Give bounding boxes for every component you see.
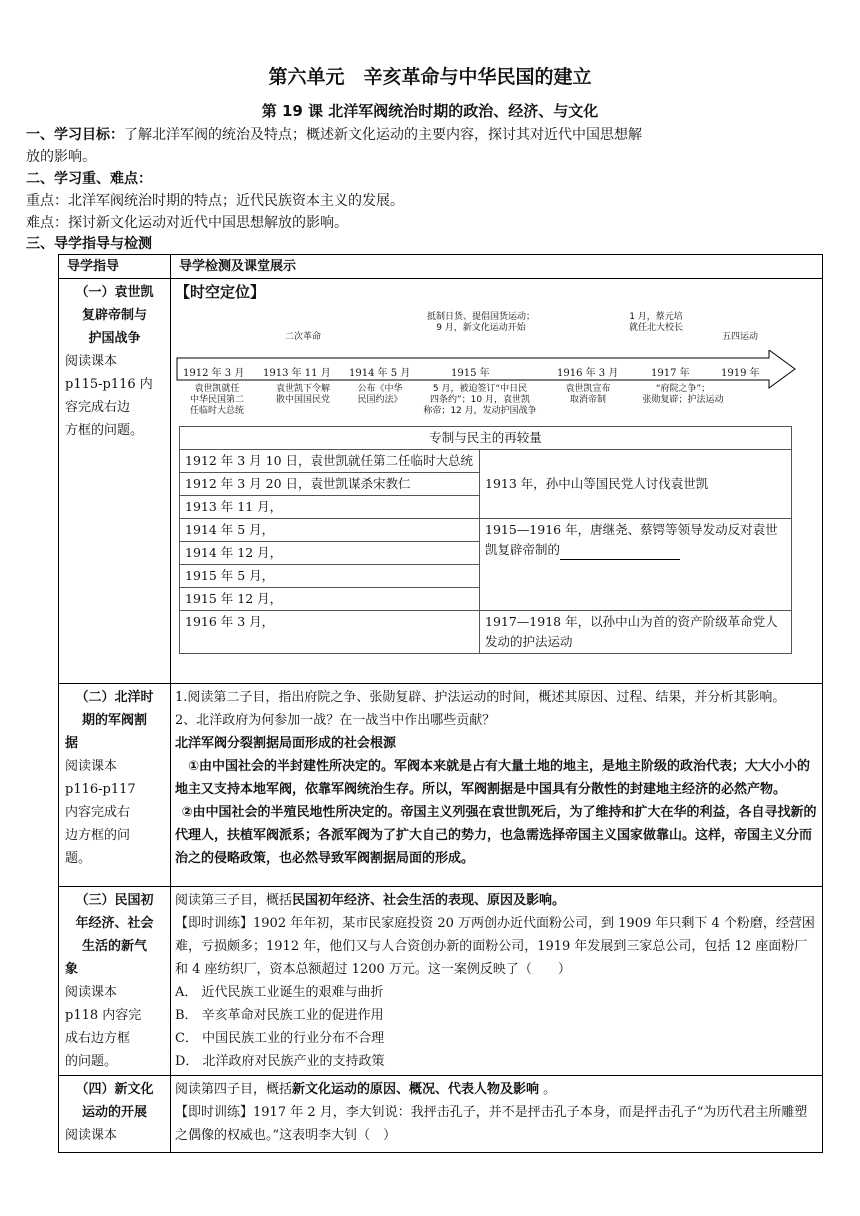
- comparison-left-cell: 1912 年 3 月 20 日，袁世凯谋杀宋教仁: [180, 473, 480, 496]
- timeline-event-below: 袁世凯就任 中华民国第二 任临时大总统: [189, 384, 244, 416]
- goals-label: 一、学习目标：: [26, 127, 124, 143]
- sec2-paragraph-1: ①由中国社会的半封建性所决定的。军阀本来就是占有大量土地的地主，是地主阶级的政治代表；大大小小的地主又支持本地军阀，依靠军阀统治生存。所以，军阀割据是中国具有分散性的封建地主经济的必然产物。: [175, 759, 811, 797]
- sec2-title-3: 据: [65, 736, 79, 751]
- timeline-event-above: 五四运动: [721, 332, 758, 342]
- comparison-title: 专制与民主的再较量: [180, 427, 792, 450]
- sec4-training: 【即时训练】1917 年 2 月，李大钊说：我抨击孔子，并不是抨击孔子本身，而是抨击孔子“为历代君主所雕塑之偶像的权威也。”这表明李大钊（ ）: [175, 1105, 808, 1143]
- section-2-guide: [59, 684, 171, 887]
- comparison-table: [179, 426, 792, 654]
- sec3-training: 【即时训练】1902 年年初，某市民家庭投资 20 万两创办近代面粉公司，到 1909 年只剩下 4 个粉磨，经营困难，亏损颇多；1912 年，他们又与人合资创办新的面粉公司，1919 年发展到三家总公司，包括 12 座面粉厂和 4 座纺织厂，资本总额超过 1200 万元。这一案例反映了（ ）: [175, 916, 815, 977]
- timeline-date: 1913 年 11 月: [263, 368, 331, 379]
- timeline-event-above: 二次革命: [284, 332, 321, 342]
- section-3-guide: [59, 887, 171, 1076]
- sec3-title-3: 生活的新气: [81, 939, 147, 954]
- option-d[interactable]: D． 北洋政府对民族产业的支持政策: [175, 1054, 385, 1069]
- sec2-desc-1: 阅读课本: [65, 759, 118, 774]
- goals-line: [26, 124, 826, 146]
- sec2-question-2: 2、北洋政府为何参加一战？在一战当中作出哪些贡献？: [175, 713, 496, 728]
- guide-label: 三、导学指导与检测: [26, 236, 152, 252]
- comparison-left-cell: 1914 年 5 月，: [180, 519, 480, 542]
- section-1-row: [59, 279, 823, 684]
- section-4-guide: [59, 1076, 171, 1153]
- key-point: 重点：北洋军阀统治时期的特点；近代民族资本主义的发展。: [26, 193, 404, 209]
- section-3-row: [59, 887, 823, 1076]
- sec2-title-2: 期的军阀割: [81, 713, 147, 728]
- timeline-date: 1915 年: [451, 368, 490, 379]
- answer-blank[interactable]: [560, 545, 680, 560]
- timeline-date: 1912 年 3 月: [183, 368, 245, 379]
- goals-text-2: 放的影响。: [26, 149, 96, 165]
- sec3-desc-3: 成右边方框: [65, 1031, 131, 1046]
- sec2-subtitle: 北洋军阀分裂割据局面形成的社会根源: [175, 736, 397, 751]
- sec4-desc-1: 阅读课本: [65, 1128, 118, 1143]
- comparison-right-1: 1913 年，孙中山等国民党人讨伐袁世凯: [480, 450, 792, 519]
- sec1-desc-1: 阅读课本: [65, 354, 118, 369]
- option-a[interactable]: A． 近代民族工业诞生的艰难与曲折: [175, 985, 384, 1000]
- section-1-guide: [59, 279, 171, 684]
- sec2-desc-5: 题。: [65, 851, 92, 866]
- sec3-title-4: 象: [65, 962, 79, 977]
- sec2-paragraph-2: ②由中国社会的半殖民地性所决定的。帝国主义列强在袁世凯死后，为了维持和扩大在华的利益，各自寻找新的代理人，扶植军阀派系；各派军阀为了扩大自己的势力，也急需选择帝国主义国家做靠山。这样，帝国主义分而治之的侵略政策，也必然导致军阀割据局面的形成。: [175, 805, 817, 866]
- comparison-left-cell: 1912 年 3 月 10 日，袁世凯就任第二任临时大总统: [180, 450, 480, 473]
- guide-table: [58, 254, 823, 1153]
- timeline-date: 1916 年 3 月: [557, 368, 619, 379]
- timeline-event-below: “府院之争”； 张勋复辟；护法运动: [642, 384, 724, 405]
- timeline-event-above: 抵制日货、提倡国货运动； 9 月，新文化运动开始: [426, 312, 535, 333]
- sec3-desc-1: 阅读课本: [65, 985, 118, 1000]
- unit-title: 第六单元 辛亥革命与中华民国的建立: [268, 66, 592, 88]
- timeline-date: 1919 年: [721, 368, 760, 379]
- option-b[interactable]: B． 辛亥革命对民族工业的促进作用: [175, 1008, 384, 1023]
- sec3-desc-2: p118 内容完: [65, 1008, 142, 1023]
- sec2-desc-3: 内容完成右: [65, 805, 131, 820]
- timeline-event-below: 袁世凯下令解 散中国国民党: [275, 384, 330, 405]
- lesson-title: 第 19 课 北洋军阀统治时期的政治、经济、与文化: [261, 102, 599, 120]
- comparison-left-cell: 1914 年 12 月，: [180, 542, 480, 565]
- sec2-desc-4: 边方框的问: [65, 828, 131, 843]
- section-1-content: [171, 279, 823, 684]
- comparison-left-cell: 1915 年 12 月，: [180, 588, 480, 611]
- comparison-left-cell: 1915 年 5 月，: [180, 565, 480, 588]
- sec1-desc-3: 容完成右边: [65, 400, 131, 415]
- timeline-date: 1917 年: [651, 368, 690, 379]
- timeline-event-below: 公布《中华 民国约法》: [357, 384, 403, 405]
- sec4-title-1: （四）新文化: [75, 1082, 154, 1097]
- timeline-event-above: 1 月，蔡元培 就任北大校长: [628, 312, 683, 333]
- section-3-content: [171, 887, 823, 1076]
- goals-text-1: 了解北洋军阀的统治及特点；概述新文化运动的主要内容，探讨其对近代中国思想解: [124, 127, 642, 143]
- sec2-title-1: （二）北洋时: [75, 690, 154, 705]
- comparison-left-cell: 1916 年 3 月，: [180, 611, 480, 654]
- sec4-intro: 阅读第四子目，概括新文化运动的原因、概况、代表人物及影响 。: [175, 1082, 557, 1097]
- sec1-title-3: 护国战争: [88, 331, 141, 346]
- sec1-desc-4: 方框的问题。: [65, 423, 144, 438]
- timeline-heading: 【时空定位】: [175, 283, 266, 301]
- timeline-date: 1914 年 5 月: [349, 368, 411, 379]
- sec1-title-2: 复辟帝制与: [81, 308, 147, 323]
- table-header-row: [59, 255, 823, 279]
- sec2-question-1: 1.阅读第二子目，指出府院之争、张勋复辟、护法运动的时间，概述其原因、过程、结果，并分析其影响。: [175, 690, 786, 705]
- timeline-event-below: 5 月，被迫签订“中日民 四条约”；10 月，袁世凯 称帝；12 月，发动护国战争: [423, 384, 537, 416]
- difficult-point: 难点：探讨新文化运动对近代中国思想解放的影响。: [26, 215, 348, 231]
- sec3-title-2: 年经济、社会: [75, 916, 154, 931]
- section-2-content: [171, 684, 823, 887]
- comparison-right-3: 1917—1918 年，以孙中山为首的资产阶级革命党人发动的护法运动: [480, 611, 792, 654]
- comparison-left-cell: 1913 年 11 月，: [180, 496, 480, 519]
- col2-header: 导学检测及课堂展示: [171, 255, 823, 279]
- sec4-title-2: 运动的开展: [81, 1105, 147, 1120]
- sec3-title-1: （三）民国初: [75, 893, 154, 908]
- key-label: 二、学习重、难点：: [26, 171, 152, 187]
- section-2-row: [59, 684, 823, 887]
- section-4-row: [59, 1076, 823, 1153]
- timeline-event-below: 袁世凯宣布 取消帝制: [565, 384, 611, 405]
- col1-header: 导学指导: [59, 255, 171, 279]
- timeline: [175, 304, 818, 424]
- option-c[interactable]: C． 中国民族工业的行业分布不合理: [175, 1031, 385, 1046]
- sec3-desc-4: 的问题。: [65, 1054, 118, 1069]
- section-4-content: [171, 1076, 823, 1153]
- sec2-desc-2: p116-p117: [65, 782, 136, 797]
- sec3-intro: 阅读第三子目，概括民国初年经济、社会生活的表现、原因及影响。: [175, 893, 566, 908]
- sec1-title-1: （一）袁世凯: [75, 285, 154, 300]
- sec1-desc-2: p115-p116 内: [65, 377, 153, 392]
- comparison-right-2: 1915—1916 年，唐继尧、蔡锷等领导发动反对袁世凯复辟帝制的: [480, 519, 792, 611]
